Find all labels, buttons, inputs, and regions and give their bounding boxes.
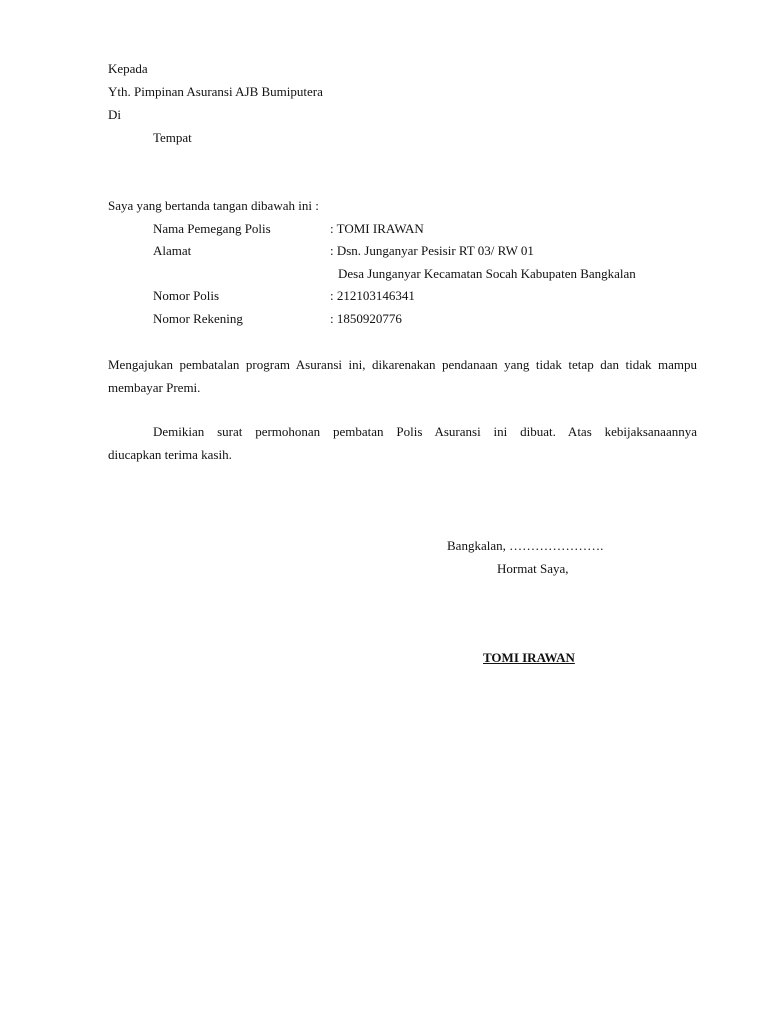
recipient-kepada: Kepada — [108, 61, 148, 76]
field-policy-value: : 212103146341 — [330, 288, 415, 303]
body-paragraph-2-line-1: Demikian surat permohonan pembatan Polis Asuransi ini dibuat. Atas kebijaksanaannya — [153, 424, 697, 439]
field-account-value: : 1850920776 — [330, 311, 402, 326]
signature-name: TOMI IRAWAN — [483, 650, 575, 665]
field-name-label: Nama Pemegang Polis — [153, 221, 271, 236]
body-paragraph-1: Mengajukan pembatalan program Asuransi ini, dikarenakan pendanaan yang tidak tetap dan tidak mampu membayar Premi. — [108, 357, 697, 395]
recipient-di: Di — [108, 107, 121, 122]
field-address-value-1: : Dsn. Junganyar Pesisir RT 03/ RW 01 — [330, 243, 534, 258]
closing-regards: Hormat Saya, — [497, 561, 569, 576]
field-name-value: : TOMI IRAWAN — [330, 221, 424, 236]
recipient-tempat: Tempat — [153, 130, 192, 145]
field-address-value-2: Desa Junganyar Kecamatan Socah Kabupaten Bangkalan — [338, 266, 636, 281]
body-paragraph-2-line-2: diucapkan terima kasih. — [108, 447, 232, 462]
closing-place-date: Bangkalan, …………………. — [447, 538, 604, 553]
field-address-label: Alamat — [153, 243, 192, 258]
recipient-addressee: Yth. Pimpinan Asuransi AJB Bumiputera — [108, 84, 323, 99]
field-account-label: Nomor Rekening — [153, 311, 243, 326]
intro-text: Saya yang bertanda tangan dibawah ini : — [108, 198, 319, 213]
field-policy-label: Nomor Polis — [153, 288, 220, 303]
